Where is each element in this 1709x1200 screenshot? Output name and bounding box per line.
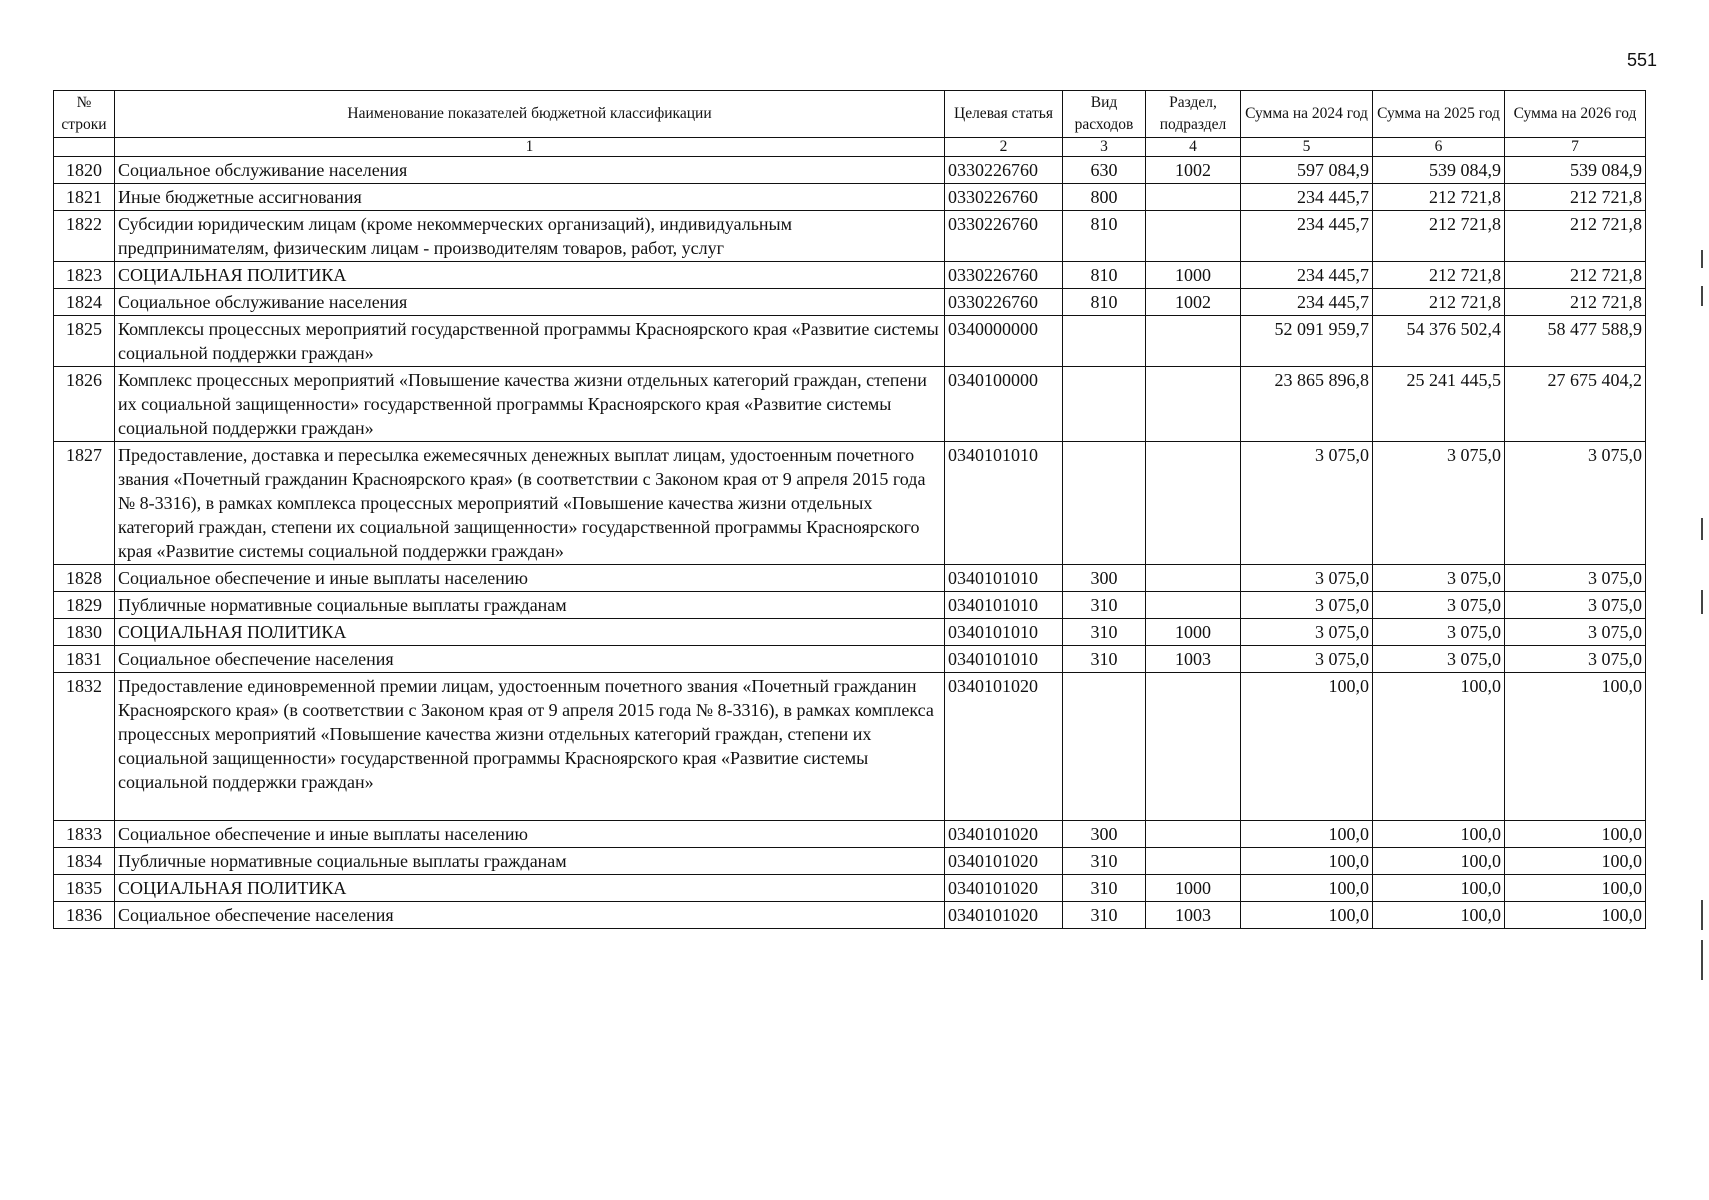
row-target-code: 0340101010 [945, 619, 1063, 646]
table-row [54, 316, 1646, 367]
row-sum-2026: 27 675 404,2 [1505, 367, 1646, 442]
row-name: Предоставление, доставка и пересылка ежемесячных денежных выплат лицам, удостоенным почетного звания «Почетный гражданин Красноярского края» (в соответствии с Законом края от 9 апреля 2015 года № 8-3316), в рамках комплекса процессных мероприятий «Повышение качества жизни отдельных категорий граждан, степени их социальной защищенности» государственной программы Красноярского края «Развитие системы социальной поддержки граждан» [115, 442, 945, 565]
row-target-code: 0330226760 [945, 157, 1063, 184]
row-sum-2026: 3 075,0 [1505, 565, 1646, 592]
row-number: 1835 [54, 875, 115, 902]
row-target-code: 0340101020 [945, 821, 1063, 848]
row-section-code [1146, 565, 1241, 592]
column-number: 4 [1146, 138, 1241, 157]
row-name: Социальное обеспечение населения [115, 646, 945, 673]
row-section-code: 1000 [1146, 619, 1241, 646]
row-sum-2026: 3 075,0 [1505, 442, 1646, 565]
row-number: 1836 [54, 902, 115, 929]
row-sum-2024: 234 445,7 [1241, 211, 1373, 262]
table-row [54, 592, 1646, 619]
header-row-no: № строки [54, 91, 115, 138]
row-sum-2024: 597 084,9 [1241, 157, 1373, 184]
row-target-code: 0340101020 [945, 673, 1063, 821]
row-number: 1826 [54, 367, 115, 442]
row-name: СОЦИАЛЬНАЯ ПОЛИТИКА [115, 262, 945, 289]
table-row [54, 565, 1646, 592]
header-sum-2026: Сумма на 2026 год [1505, 91, 1646, 138]
row-sum-2024: 100,0 [1241, 821, 1373, 848]
row-sum-2026: 100,0 [1505, 848, 1646, 875]
table-row [54, 211, 1646, 262]
row-expense-type: 800 [1063, 184, 1146, 211]
row-target-code: 0340101010 [945, 646, 1063, 673]
row-sum-2025: 100,0 [1373, 875, 1505, 902]
table-row [54, 157, 1646, 184]
row-section-code [1146, 184, 1241, 211]
table-row [54, 262, 1646, 289]
header-target: Целевая статья [945, 91, 1063, 138]
row-sum-2024: 234 445,7 [1241, 262, 1373, 289]
row-target-code: 0340000000 [945, 316, 1063, 367]
row-sum-2024: 234 445,7 [1241, 184, 1373, 211]
row-target-code: 0340101010 [945, 592, 1063, 619]
row-section-code: 1000 [1146, 875, 1241, 902]
row-sum-2026: 3 075,0 [1505, 592, 1646, 619]
row-section-code [1146, 316, 1241, 367]
row-number: 1828 [54, 565, 115, 592]
row-sum-2024: 3 075,0 [1241, 619, 1373, 646]
row-sum-2026: 100,0 [1505, 821, 1646, 848]
row-name: Социальное обеспечение и иные выплаты населению [115, 821, 945, 848]
row-number: 1827 [54, 442, 115, 565]
header-sum-2025: Сумма на 2025 год [1373, 91, 1505, 138]
row-sum-2026: 100,0 [1505, 902, 1646, 929]
row-target-code: 0330226760 [945, 184, 1063, 211]
row-target-code: 0340101010 [945, 565, 1063, 592]
row-sum-2024: 100,0 [1241, 673, 1373, 821]
row-expense-type: 310 [1063, 592, 1146, 619]
row-name: Иные бюджетные ассигнования [115, 184, 945, 211]
row-number: 1825 [54, 316, 115, 367]
row-sum-2026: 100,0 [1505, 875, 1646, 902]
table-row [54, 848, 1646, 875]
row-sum-2025: 3 075,0 [1373, 565, 1505, 592]
row-sum-2024: 23 865 896,8 [1241, 367, 1373, 442]
row-section-code [1146, 367, 1241, 442]
row-sum-2026: 212 721,8 [1505, 289, 1646, 316]
row-sum-2026: 212 721,8 [1505, 184, 1646, 211]
row-expense-type: 310 [1063, 646, 1146, 673]
header-name: Наименование показателей бюджетной классификации [115, 91, 945, 138]
row-sum-2025: 212 721,8 [1373, 211, 1505, 262]
table-row [54, 442, 1646, 565]
table-row [54, 619, 1646, 646]
table-row [54, 821, 1646, 848]
row-sum-2026: 212 721,8 [1505, 211, 1646, 262]
row-sum-2024: 234 445,7 [1241, 289, 1373, 316]
row-name: СОЦИАЛЬНАЯ ПОЛИТИКА [115, 619, 945, 646]
row-sum-2026: 100,0 [1505, 673, 1646, 821]
row-target-code: 0340101020 [945, 902, 1063, 929]
row-sum-2026: 58 477 588,9 [1505, 316, 1646, 367]
row-number: 1834 [54, 848, 115, 875]
row-name: Социальное обслуживание населения [115, 289, 945, 316]
row-section-code [1146, 442, 1241, 565]
page-number: 551 [1626, 50, 1657, 70]
row-sum-2024: 3 075,0 [1241, 442, 1373, 565]
row-sum-2025: 212 721,8 [1373, 262, 1505, 289]
column-number: 7 [1505, 138, 1646, 157]
row-section-code [1146, 673, 1241, 821]
row-section-code: 1002 [1146, 157, 1241, 184]
row-name: Комплекс процессных мероприятий «Повышение качества жизни отдельных категорий граждан, степени их социальной защищенности» государственной программы Красноярского края «Развитие системы социальной поддержки граждан» [115, 367, 945, 442]
row-target-code: 0330226760 [945, 262, 1063, 289]
row-sum-2024: 3 075,0 [1241, 646, 1373, 673]
row-expense-type [1063, 673, 1146, 821]
column-number: 1 [115, 138, 945, 157]
row-sum-2025: 3 075,0 [1373, 646, 1505, 673]
row-target-code: 0330226760 [945, 211, 1063, 262]
row-sum-2025: 3 075,0 [1373, 619, 1505, 646]
row-name: Субсидии юридическим лицам (кроме некоммерческих организаций), индивидуальным предпринимателям, физическим лицам - производителям товаров, работ, услуг [115, 211, 945, 262]
row-sum-2026: 539 084,9 [1505, 157, 1646, 184]
row-number: 1830 [54, 619, 115, 646]
row-expense-type [1063, 367, 1146, 442]
table-row [54, 902, 1646, 929]
row-expense-type: 300 [1063, 565, 1146, 592]
row-name: Комплексы процессных мероприятий государственной программы Красноярского края «Развитие системы социальной поддержки граждан» [115, 316, 945, 367]
row-sum-2025: 212 721,8 [1373, 184, 1505, 211]
row-sum-2024: 100,0 [1241, 848, 1373, 875]
row-section-code: 1003 [1146, 902, 1241, 929]
row-number: 1822 [54, 211, 115, 262]
row-sum-2025: 100,0 [1373, 902, 1505, 929]
column-number: 2 [945, 138, 1063, 157]
table-row [54, 875, 1646, 902]
row-name: Публичные нормативные социальные выплаты гражданам [115, 592, 945, 619]
row-sum-2026: 3 075,0 [1505, 619, 1646, 646]
row-number: 1821 [54, 184, 115, 211]
column-number-blank [54, 138, 115, 157]
row-expense-type: 810 [1063, 289, 1146, 316]
row-name: Публичные нормативные социальные выплаты гражданам [115, 848, 945, 875]
row-sum-2025: 3 075,0 [1373, 442, 1505, 565]
row-sum-2024: 3 075,0 [1241, 565, 1373, 592]
row-expense-type: 630 [1063, 157, 1146, 184]
column-number: 5 [1241, 138, 1373, 157]
row-sum-2025: 100,0 [1373, 848, 1505, 875]
row-target-code: 0340101020 [945, 875, 1063, 902]
row-target-code: 0340101020 [945, 848, 1063, 875]
table-row [54, 646, 1646, 673]
row-number: 1829 [54, 592, 115, 619]
row-expense-type [1063, 442, 1146, 565]
row-section-code [1146, 211, 1241, 262]
table-row [54, 184, 1646, 211]
budget-classification-table [53, 90, 1646, 929]
row-section-code: 1000 [1146, 262, 1241, 289]
row-number: 1833 [54, 821, 115, 848]
row-sum-2026: 3 075,0 [1505, 646, 1646, 673]
row-sum-2025: 212 721,8 [1373, 289, 1505, 316]
row-target-code: 0330226760 [945, 289, 1063, 316]
table-row [54, 289, 1646, 316]
row-sum-2025: 539 084,9 [1373, 157, 1505, 184]
row-number: 1831 [54, 646, 115, 673]
row-sum-2025: 54 376 502,4 [1373, 316, 1505, 367]
header-section: Раздел, подраздел [1146, 91, 1241, 138]
row-section-code [1146, 848, 1241, 875]
row-target-code: 0340100000 [945, 367, 1063, 442]
row-sum-2025: 100,0 [1373, 821, 1505, 848]
row-sum-2025: 3 075,0 [1373, 592, 1505, 619]
row-sum-2025: 25 241 445,5 [1373, 367, 1505, 442]
row-target-code: 0340101010 [945, 442, 1063, 565]
row-sum-2024: 100,0 [1241, 875, 1373, 902]
header-row [54, 91, 1646, 138]
row-name: Социальное обеспечение населения [115, 902, 945, 929]
row-expense-type: 810 [1063, 262, 1146, 289]
row-sum-2024: 52 091 959,7 [1241, 316, 1373, 367]
row-number: 1824 [54, 289, 115, 316]
row-section-code: 1002 [1146, 289, 1241, 316]
header-sum-2024: Сумма на 2024 год [1241, 91, 1373, 138]
row-number: 1823 [54, 262, 115, 289]
row-expense-type: 300 [1063, 821, 1146, 848]
row-name: Предоставление единовременной премии лицам, удостоенным почетного звания «Почетный гражданин Красноярского края» (в соответствии с Законом края от 9 апреля 2015 года № 8-3316), в рамках комплекса процессных мероприятий «Повышение качества жизни отдельных категорий граждан, степени их социальной защищенности» государственной программы Красноярского края «Развитие системы социальной поддержки граждан» [115, 673, 945, 821]
row-expense-type: 310 [1063, 848, 1146, 875]
row-name: Социальное обслуживание населения [115, 157, 945, 184]
table-row [54, 367, 1646, 442]
row-name: Социальное обеспечение и иные выплаты населению [115, 565, 945, 592]
row-expense-type [1063, 316, 1146, 367]
table-row [54, 673, 1646, 821]
column-number-row [54, 138, 1646, 157]
row-expense-type: 810 [1063, 211, 1146, 262]
header-type: Вид расходов [1063, 91, 1146, 138]
row-sum-2024: 3 075,0 [1241, 592, 1373, 619]
row-section-code [1146, 592, 1241, 619]
row-section-code [1146, 821, 1241, 848]
row-expense-type: 310 [1063, 902, 1146, 929]
row-sum-2025: 100,0 [1373, 673, 1505, 821]
row-name: СОЦИАЛЬНАЯ ПОЛИТИКА [115, 875, 945, 902]
row-expense-type: 310 [1063, 619, 1146, 646]
column-number: 6 [1373, 138, 1505, 157]
row-number: 1820 [54, 157, 115, 184]
row-sum-2024: 100,0 [1241, 902, 1373, 929]
row-expense-type: 310 [1063, 875, 1146, 902]
row-number: 1832 [54, 673, 115, 821]
column-number: 3 [1063, 138, 1146, 157]
row-section-code: 1003 [1146, 646, 1241, 673]
row-sum-2026: 212 721,8 [1505, 262, 1646, 289]
